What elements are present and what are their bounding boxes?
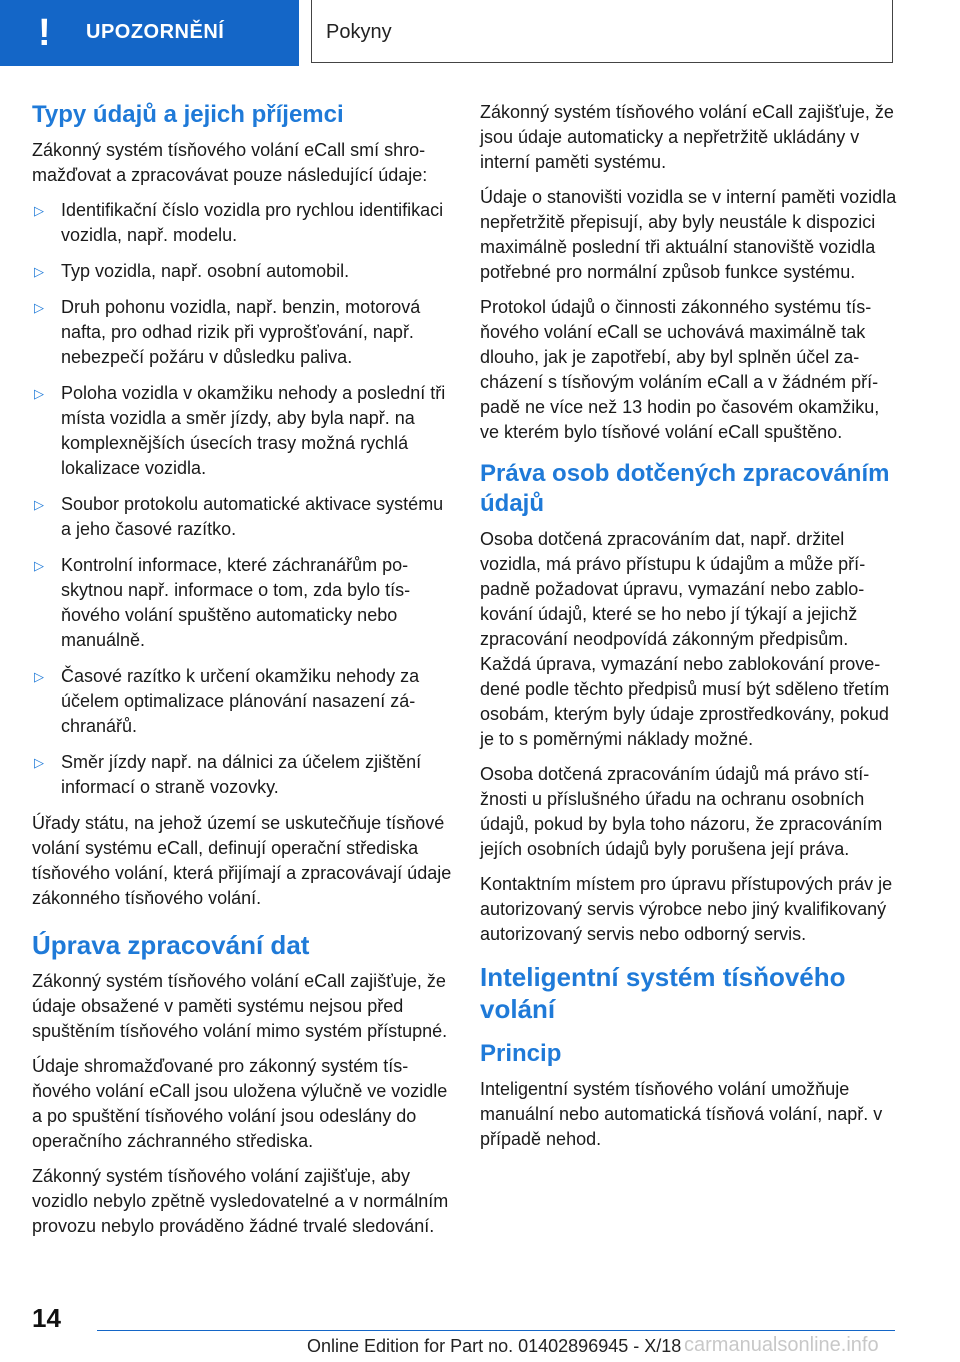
heading-data-types: Typy údajů a jejich příjemci [32,101,344,128]
list-item: ▷ Směr jízdy např. na dálnici za účelem zjištění informací o straně vozovky. [34,752,422,797]
triangle-bullet-icon: ▷ [34,755,44,770]
heading-intelligent-system: Inteligentní systém tísňového volání [480,962,846,1024]
warning-label: UPOZORNĚNÍ [86,21,225,43]
data-types-list [32,198,452,800]
heading-principle: Princip [480,1040,562,1067]
paragraph: Údaje o stanovišti vozidla se v interní paměti vozidla nepřetržitě přepisují, aby byly neustále k dispozici maximálně poslední tři aktuální stanoviště vozidla potřebné pro normální způsob funkce systému. [480,187,897,282]
warning-tab [0,0,299,66]
triangle-bullet-icon: ▷ [34,497,44,512]
footer-divider [97,1330,895,1331]
paragraph: Zákonný systém tísňového volání eCall zajišťuje, že údaje obsažené v paměti systému nejsou před spuštěním tísňového volání mimo systém přístupné. [32,971,448,1041]
paragraph: Zákonný systém tísňového volání zajišťuje, aby vozidlo nebylo zpětně vysledovatelné a v normálním provozu nebylo prováděno žádné trvalé sledování. [32,1166,449,1236]
paragraph: Inteligentní systém tísňového volání umožňuje manuální nebo automatická tísňová volání, např. v případě nehod. [480,1079,883,1149]
exclamation-icon: ! [38,12,51,54]
paragraph: Údaje shromažďované pro zákonný systém tísňového volání eCall jsou uložena výlučně ve vozidle a po spuštění tísňového volání jsou odeslány do operačního záchranného střediska. [32,1056,448,1151]
watermark: carmanualsonline.info [684,1334,879,1356]
paragraph: Osoba dotčená zpracováním údajů má právo stížnosti u příslušného úřadu na ochranu osobních údajů, pokud by byla toho názoru, že zpracováním jejích osobních údajů byly porušena její práva. [480,764,883,859]
paragraph: Úřady státu, na jehož území se uskutečňuje tísňové volání systému eCall, definují operační střediska tísňového volání, která přijímají a zpracovávají údaje zákonného tísňového volání. [32,813,452,908]
paragraph: Kontaktním místem pro úpravu přístupových práv je autorizovaný servis výrobce nebo jiný kvalifikovaný autorizovaný servis nebo odborný servis. [480,874,893,944]
triangle-bullet-icon: ▷ [34,203,44,218]
edition-text: Online Edition for Part no. 01402896945 - X/18 [307,1336,682,1356]
list-item: ▷ Identifikační číslo vozidla pro rychlou identifikaci vozidla, např. modelu. [34,200,444,245]
list-item: ▷ Druh pohonu vozidla, např. benzin, motorová nafta, pro odhad rizik při vyprošťování, např. nebezpečí požáru v důsledku paliva. [34,297,421,367]
triangle-bullet-icon: ▷ [34,386,44,401]
page-header [0,0,960,66]
section-label: Pokyny [326,21,392,43]
triangle-bullet-icon: ▷ [34,558,44,573]
triangle-bullet-icon: ▷ [34,300,44,315]
triangle-bullet-icon: ▷ [34,669,44,684]
list-item: ▷ Poloha vozidla v okamžiku nehody a poslední tři místa vozidla a směr jízdy, aby byla např. na komplexnějších úsecích trasy možná rychlá lokalizace vozidla. [34,383,446,478]
list-item: ▷ Soubor protokolu automatické aktivace systému a jeho časové razítko. [34,494,444,539]
paragraph: Zákonný systém tísňového volání eCall smí shromažďovat a zpracovávat pouze následující údaje: [32,140,428,185]
left-column [32,100,452,1249]
heading-data-processing: Úprava zpracování dat [32,930,310,960]
list-item: ▷ Časové razítko k určení okamžiku nehody za účelem optimalizace plánování nasazení záchranářů. [34,666,420,736]
section-tab [311,0,893,63]
paragraph: Osoba dotčená zpracováním dat, např. držitel vozidla, má právo přístupu k údajům a může případně požadovat úpravu, vymazání nebo zablokování údajů, které se ho nebo jí týkají a jejichž zpracování neodpovídá zákonným předpisům. Každá úprava, vymazání nebo zablokování provedené podle těchto předpisů musí být sděleno třetím osobám, kterým byly údaje zprostředkovány, pokud je to s poměrnými náklady možné. [480,529,890,749]
list-item: ▷ Typ vozidla, např. osobní automobil. [32,259,452,284]
page-number: 14 [32,1303,61,1333]
triangle-bullet-icon: ▷ [34,264,44,279]
heading-rights: Práva osob dotčených zpracováním údajů [480,460,890,517]
right-column [480,100,900,1162]
paragraph: Protokol údajů o činnosti zákonného systému tísňového volání eCall se uchovává maximálně tak dlouho, jak je zapotřebí, aby byl splněn účel zacházení s tísňovým voláním eCall a v žádném případě ne více než 13 hodin po časovém okamžiku, ve kterém bylo tísňové volání eCall spuštěno. [480,297,880,442]
list-item: ▷ Kontrolní informace, které záchranářům poskytnou např. informace o tom, zda bylo tísňového volání spuštěno automaticky nebo manuálně. [34,555,411,650]
paragraph: Zákonný systém tísňového volání eCall zajišťuje, že jsou údaje automaticky a nepřetržitě ukládány v interní paměti systému. [480,102,894,172]
